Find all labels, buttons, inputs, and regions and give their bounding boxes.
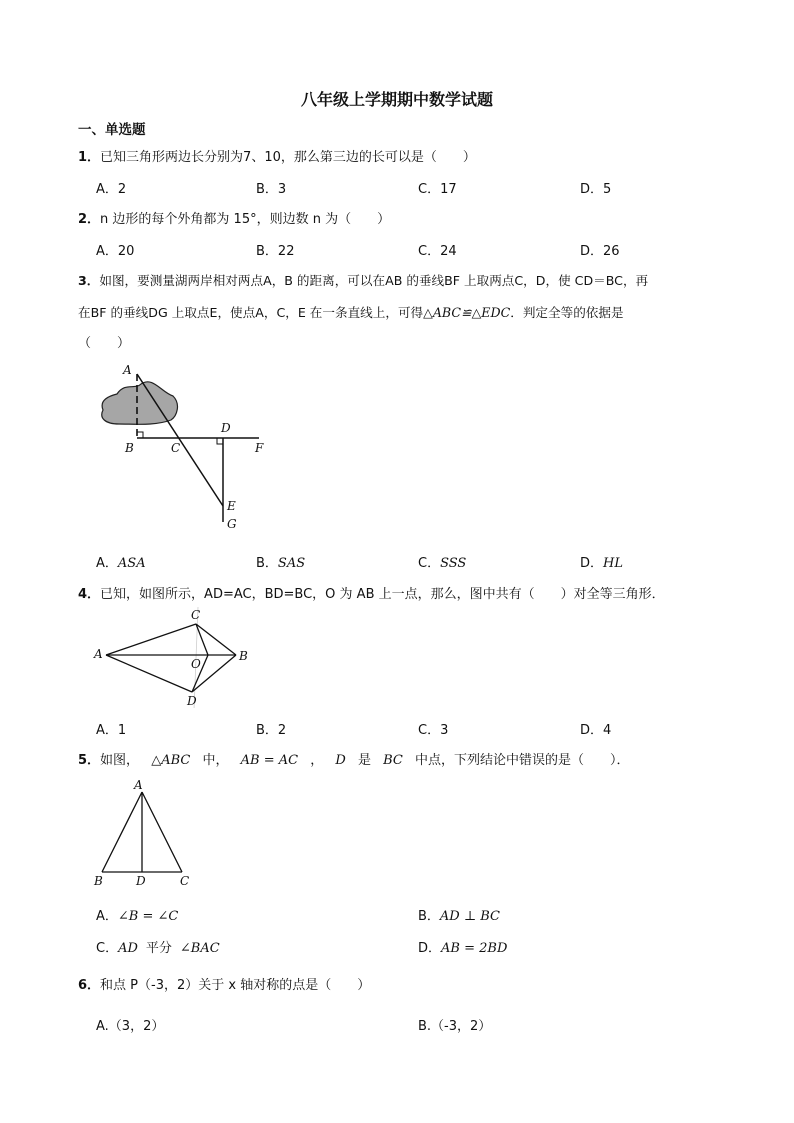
question-text: 和点 P（-3，2）关于 x 轴对称的点是（ ）: [100, 978, 371, 993]
figure-lake-measurement: [95, 362, 275, 537]
label-o: O: [191, 657, 201, 671]
option-d: D．5: [580, 182, 612, 197]
option-b: B．3: [256, 182, 287, 197]
option-c: C．17: [418, 182, 457, 197]
segment-ac: [106, 624, 196, 655]
question-1: [78, 146, 476, 165]
option-d: D．AB = 2BD: [418, 941, 508, 956]
option-c: C．24: [418, 244, 457, 259]
option-a: A．1: [96, 723, 127, 738]
label-b: B: [125, 441, 134, 455]
option-b: B.（-3，2）: [418, 1019, 492, 1034]
option-a: A．2: [96, 182, 127, 197]
question-text: 已知，如图所示，AD=AC，BD=BC，O 为 AB 上一点，那么，图中共有（ ）对全等三角形．: [100, 587, 665, 602]
label-a: A: [134, 778, 143, 792]
label-c: C: [171, 441, 181, 455]
question-number: 6．: [78, 978, 101, 993]
question-5: 5．如图， △ABC 中， AB = AC ， D 是 BC 中点，下列结论中错误的是（ ）．: [78, 753, 630, 768]
segment-ac: [142, 792, 182, 872]
question-text-line2b: ．判定全等的依据是: [510, 305, 624, 320]
question-3: [78, 270, 648, 289]
question-4: [78, 583, 665, 602]
question-6: [78, 974, 370, 993]
label-d: D: [221, 421, 231, 435]
option-a: A．∠B = ∠C: [96, 909, 179, 924]
option-b: B．AD ⊥ BC: [418, 909, 500, 924]
segment-ab: [102, 792, 142, 872]
option-a: A.（3，2）: [96, 1019, 165, 1034]
right-angle-b: [137, 432, 143, 438]
option-a: A．20: [96, 244, 135, 259]
congruence-expression: △ABC≌△EDC: [423, 305, 511, 320]
option-c: C．3: [418, 723, 449, 738]
question-text: n 边形的每个外角都为 15°，则边数 n 为（ ）: [100, 212, 391, 227]
option-b: B．2: [256, 723, 287, 738]
option-c: C．AD 平分 ∠BAC: [96, 941, 220, 956]
question-3-line3: （ ）: [78, 336, 131, 351]
option-a: A．ASA: [96, 556, 146, 571]
label-g: G: [227, 517, 237, 531]
option-b: B．22: [256, 244, 295, 259]
option-d: D．HL: [580, 556, 623, 571]
label-e: E: [227, 499, 236, 513]
option-b: B．SAS: [256, 556, 306, 571]
section-heading: 一、单选题: [78, 122, 146, 138]
line-ae: [137, 374, 223, 506]
question-text-line1: 如图，要测量湖两岸相对两点A，B 的距离，可以在AB 的垂线BF 上取两点C，D，使 CD＝BC，再: [99, 273, 649, 288]
question-number: 3．: [78, 273, 100, 288]
question-text: 已知三角形两边长分别为7、10，那么第三边的长可以是（ ）: [100, 150, 476, 165]
question-number: 5．: [78, 753, 101, 768]
label-c: C: [191, 608, 201, 622]
question-2: [78, 208, 390, 227]
label-f: F: [255, 441, 264, 455]
option-d: D．4: [580, 723, 612, 738]
label-d: D: [136, 874, 146, 888]
figure-kite: [90, 606, 250, 708]
question-number: 4．: [78, 587, 101, 602]
question-text-line2a: 在BF 的垂线DG 上取点E，使点A，C，E 在一条直线上，可得: [78, 305, 424, 320]
label-a: A: [94, 647, 103, 661]
figure-isosceles-triangle: [90, 776, 200, 888]
question-number: 1．: [78, 150, 101, 165]
page-title: 八年级上学期期中数学试题: [300, 90, 493, 109]
label-d: D: [187, 694, 197, 708]
question-3-line2: [78, 302, 624, 321]
label-a: A: [123, 363, 132, 377]
option-c: C．SSS: [418, 556, 467, 571]
label-b: B: [94, 874, 103, 888]
label-b: B: [239, 649, 248, 663]
segment-ad: [106, 655, 192, 692]
option-d: D．26: [580, 244, 620, 259]
label-c: C: [180, 874, 190, 888]
question-number: 2．: [78, 212, 101, 227]
right-angle-d: [217, 438, 223, 444]
